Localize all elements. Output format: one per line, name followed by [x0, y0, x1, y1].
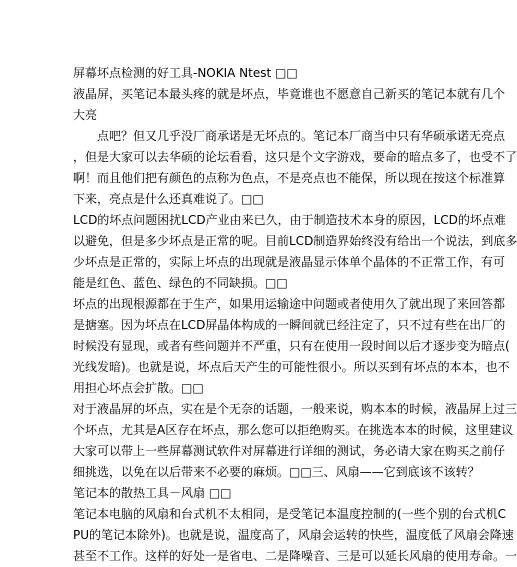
text-line: 时候没有显现，或者有些问题并不严重，只有在使用一段时间以后才逐步变为暗点(: [73, 339, 510, 353]
text-line: 能是红色、蓝色、绿色的不同缺损。□□: [73, 276, 288, 290]
text-line: 是搪塞。因为坏点在LCD屏晶体构成的一瞬间就已经注定了，只不过有些在出厂的: [73, 318, 506, 332]
text-line: 甚至不工作。这样的好处一是省电、二是降噪音、三是可以延长风扇的使用寿命。一: [73, 549, 517, 563]
text-line: 对于液晶屏的坏点，实在是个无奈的话题，一般来说，购本本的时候，液晶屏上过三: [73, 402, 517, 416]
text-line: 点吧？但又几乎没厂商承诺是无坏点的。笔记本厂商当中只有华硕承诺无亮点: [97, 129, 506, 143]
text-line: PU的笔记本除外)。也就是说，温度高了，风扇会运转的快些，温度低了风扇会降速: [73, 528, 514, 542]
text-line: 用担心坏点会扩散。□□: [73, 381, 204, 395]
text-line: 液晶屏，买笔记本最头疼的就是坏点，毕竟谁也不愿意自己新买的笔记本就有几个: [73, 87, 506, 101]
text-line: 细挑选，以免在以后带来不必要的麻烦。□□三、风扇——它到底该不该转？: [73, 465, 480, 479]
text-line: 少坏点是正常的，实际上坏点的出现就是液晶显示体单个晶体的不正常工作，有可: [73, 255, 506, 269]
doc-title: 屏幕坏点检测的好工具-NOKIA Ntest □□: [73, 66, 298, 80]
text-line: LCD的坏点问题困扰LCD产业由来已久，由于制造技术本身的原因，LCD的坏点难: [73, 213, 506, 227]
document-body: [73, 63, 517, 567]
section-heading: 笔记本的散热工具－风扇 □□: [73, 486, 232, 500]
text-line: 下来，亮点是什么还真难说了。□□: [73, 192, 264, 206]
text-line: 大亮: [73, 108, 98, 122]
text-line: 个坏点，尤其是A区存在坏点，那么您可以拒绝购买。在挑选本本的时候，这里建议: [73, 423, 514, 437]
text-line: ，但是大家可以去华硕的论坛看看，这只是个文字游戏，要命的暗点多了，也受不了: [73, 150, 517, 164]
text-line: 以避免，但是多少坏点是正常的呢。目前LCD制造界始终没有给出一个说法，到底多: [73, 234, 517, 248]
text-line: 光线发暗)。也就是说，坏点后天产生的可能性很小。所以买到有坏点的本本，也不: [73, 360, 510, 374]
text-line: 笔记本电脑的风扇和台式机不太相同，是受笔记本温度控制的(一些个别的台式机C: [73, 507, 507, 521]
text-line: 大家可以带上一些屏幕测试软件对屏幕进行详细的测试，务必请大家在购买之前仔: [73, 444, 506, 458]
text-line: 啊！而且他们把有颜色的点称为色点，不是亮点也不能保，所以现在按这个标准算: [73, 171, 506, 185]
text-line: 坏点的出现根源都在于生产，如果用运输途中问题或者使用久了就出现了来回答都: [73, 297, 506, 311]
